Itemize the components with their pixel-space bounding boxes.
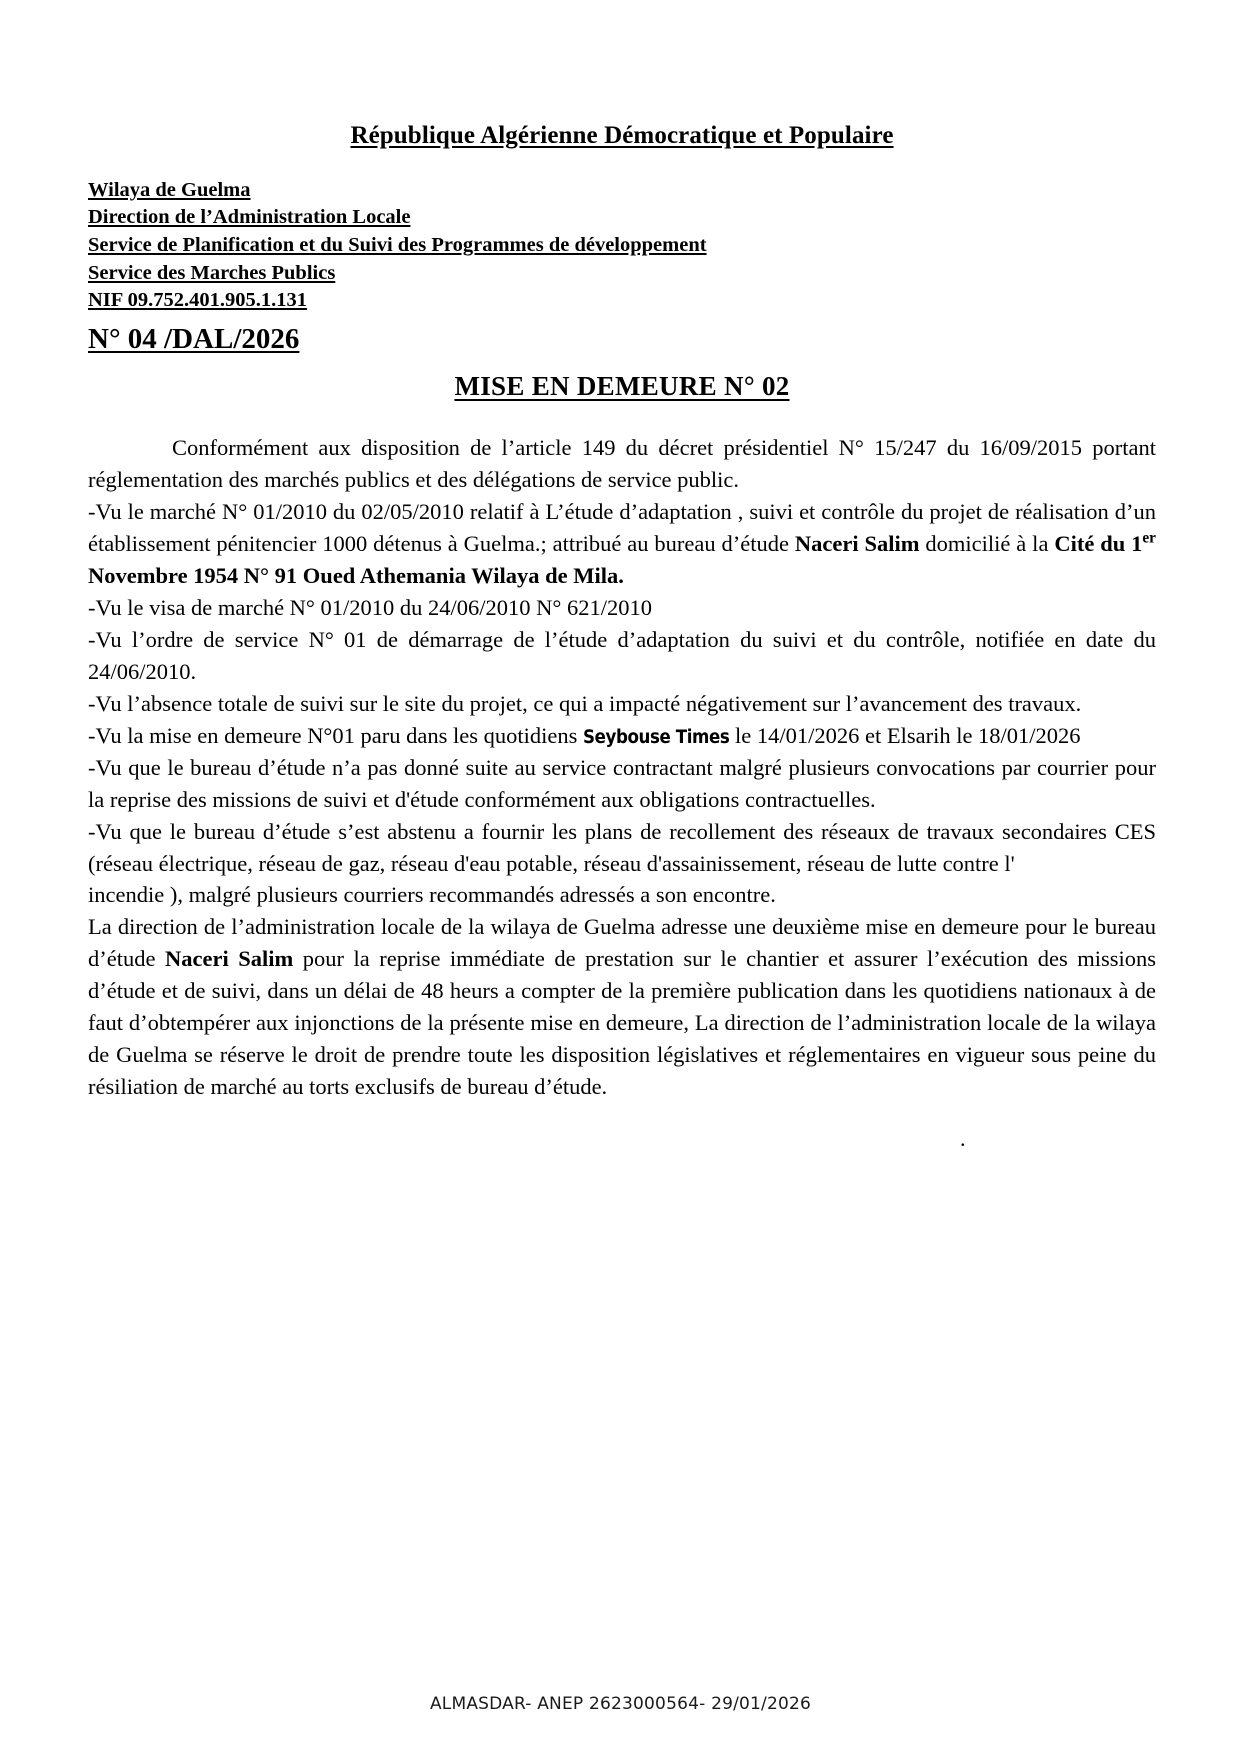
organization-line-nif: NIF 09.752.401.905.1.131 — [88, 289, 308, 312]
reference-number — [88, 321, 1156, 357]
paragraph-vu-marche: -Vu le marché N° 01/2010 du 02/05/2010 relatif à L’étude d’adaptation , suivi et contrôle du projet de réalisation d’un établissement pénitencier 1000 détenus à Guelma.; attribué au bureau d’étude Naceri Salim domicilié à la Cité du 1er Novembre 1954 N° 91 Oued Athemania Wilaya de Mila. — [88, 499, 1156, 589]
organization-block — [88, 177, 1156, 315]
contractor-address-part2: Novembre 1954 N° 91 Oued Athemania Wilaya de Mila. — [88, 563, 624, 589]
page-title — [88, 122, 1156, 151]
ordinal-suffix: er — [1142, 529, 1156, 547]
newspaper-name: Seybouse Times — [583, 726, 730, 748]
contractor-name-repeat: Naceri Salim — [164, 946, 294, 972]
republic-title-text: République Algérienne Démocratique et Populaire — [350, 122, 894, 149]
paragraph-vu-absence-suivi: -Vu l’absence totale de suivi sur le site du projet, ce qui a impacté négativement sur l’avancement des travaux. — [88, 690, 1082, 716]
paragraph-vu-pas-donne-suite: -Vu que le bureau d’étude n’a pas donné suite au service contractant malgré plusieurs convocations par courrier pour la reprise des missions de suivi et d'étude conformément aux obligations contractuelles. — [88, 754, 1156, 812]
subject-title-text: MISE EN DEMEURE N° 02 — [454, 371, 790, 402]
contractor-name: Naceri Salim — [794, 531, 920, 557]
reference-number-text: N° 04 /DAL/2026 — [88, 323, 300, 356]
contractor-address-part1: Cité du 1 — [1054, 531, 1143, 557]
paragraph-vu-mise-en-demeure-01: -Vu la mise en demeure N°01 paru dans les quotidiens Seybouse Times le 14/01/2026 et Elsarih le 18/01/2026 — [88, 722, 1081, 748]
paragraph-incendie: incendie ), malgré plusieurs courriers recommandés adressés a son encontre. — [88, 882, 776, 908]
subject-title — [88, 371, 1156, 402]
paragraph-conformement: Conformément aux disposition de l’article 149 du décret présidentiel N° 15/247 du 16/09/2015 portant réglementation des marchés publics et des délégations de service public. — [88, 435, 1156, 493]
organization-line-direction: Direction de l’Administration Locale — [88, 206, 411, 229]
trailing-mark: . — [960, 1126, 966, 1151]
footer-reference: ALMASDAR- ANEP 2623000564- 29/01/2026 — [429, 1694, 812, 1714]
document-body — [88, 432, 1156, 1103]
paragraph-vu-plans-recollement: -Vu que le bureau d’étude s’est abstenu a fournir les plans de recollement des réseaux de travaux secondaires CES (réseau électrique, réseau de gaz, réseau d'eau potable, réseau d'assainissement, réseau de lutte contre l' — [88, 818, 1156, 876]
paragraph-vu-visa: -Vu le visa de marché N° 01/2010 du 24/06/2010 N° 621/2010 — [88, 595, 653, 621]
document-content — [88, 0, 1156, 1103]
organization-line-wilaya: Wilaya de Guelma — [88, 178, 251, 201]
paragraph-vu-ordre-service: -Vu l’ordre de service N° 01 de démarrage de l’étude d’adaptation du suivi et du contrôle, notifiée en date du 24/06/2010. — [88, 626, 1156, 684]
organization-line-service-marches: Service des Marches Publics — [88, 261, 336, 284]
paragraph-direction-conclusion: La direction de l’administration locale de la wilaya de Guelma adresse une deuxième mise en demeure pour le bureau d’étude Naceri Salim pour la reprise immédiate de prestation sur le chantier et assurer l’exécution des missions d’étude et de suivi, dans un délai de 48 heurs a compter de la première publication dans les quotidiens nationaux à de faut d’obtempérer aux injonctions de la présente mise en demeure, La direction de l’administration locale de la wilaya de Guelma se réserve le droit de prendre toute les disposition législatives et réglementaires en vigueur sous peine du résiliation de marché au torts exclusifs de bureau d’étude. — [88, 914, 1157, 1100]
organization-line-service-planification: Service de Planification et du Suivi des Programmes de développement — [88, 234, 707, 257]
